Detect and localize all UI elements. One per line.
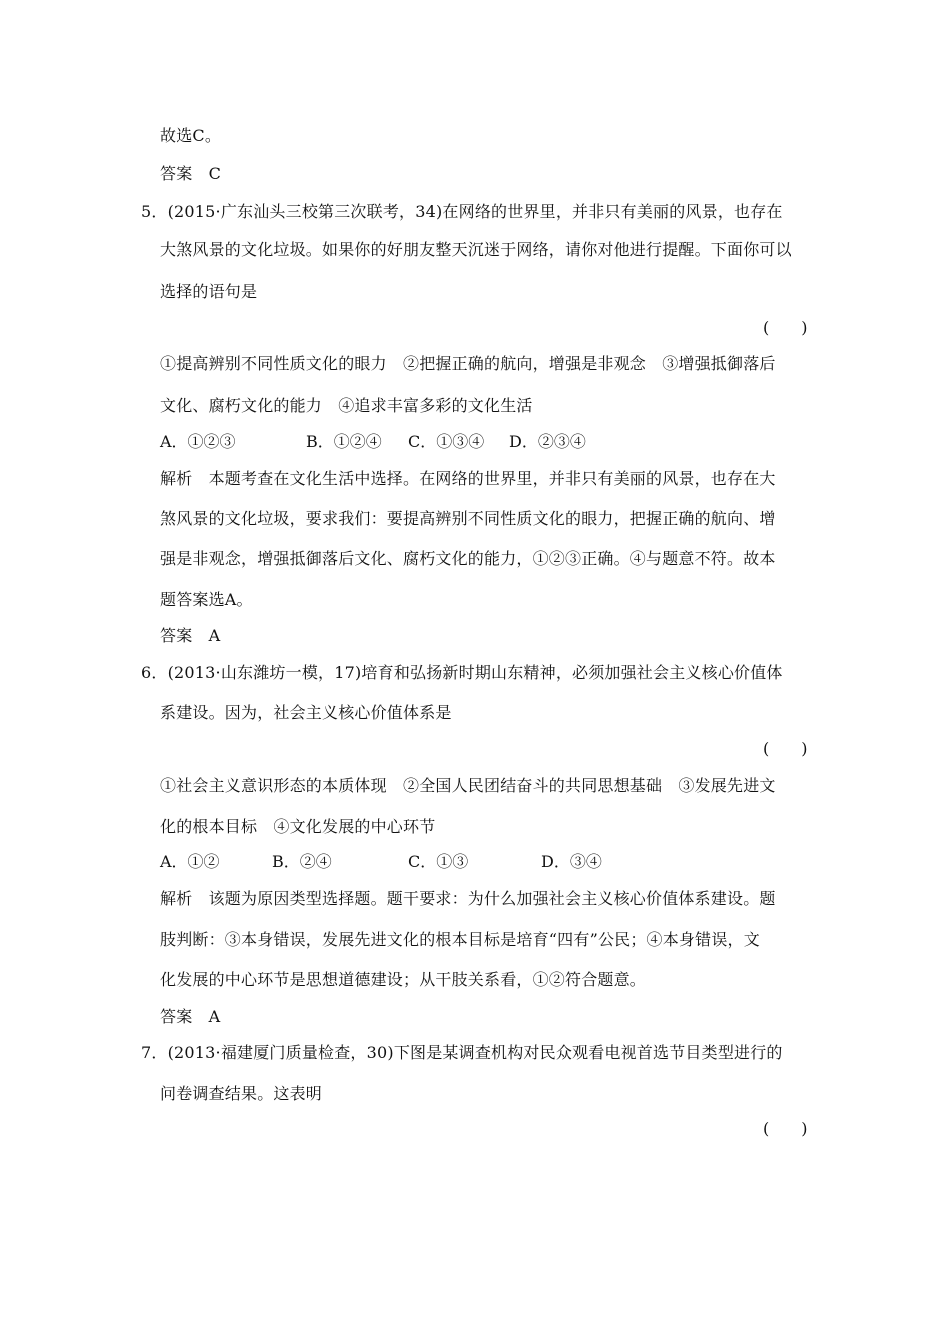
q6-answer-blank: ( ) — [763, 739, 808, 758]
q6-option-b: B．②④ — [272, 852, 332, 871]
q5-stem-line2: 大煞风景的文化垃圾。如果你的好朋友整天沉迷于网络，请你对他进行提醒。下面你可以 — [160, 240, 792, 259]
q6-option-a: A．①② — [160, 852, 220, 871]
q7-answer-blank: ( ) — [763, 1119, 808, 1138]
q5-analysis-line3: 强是非观念，增强抵御落后文化、腐朽文化的能力，①②③正确。④与题意不符。故本 — [160, 549, 776, 568]
q6-option-d: D．③④ — [541, 852, 602, 871]
q5-analysis-line2: 煞风景的文化垃圾，要求我们：要提高辨别不同性质文化的眼力，把握正确的航向、增 — [160, 509, 776, 528]
q6-analysis-line3: 化发展的中心环节是思想道德建设；从干肢关系看，①②符合题意。 — [160, 970, 647, 989]
previous-answer: 答案 C — [160, 164, 222, 183]
q5-option-c: C．①③④ — [408, 432, 485, 451]
q6-answer: 答案 A — [160, 1007, 221, 1026]
q6-items-line1: ①社会主义意识形态的本质体现 ②全国人民团结奋斗的共同思想基础 ③发展先进文 — [160, 776, 776, 795]
q7-stem-line2: 问卷调查结果。这表明 — [160, 1084, 323, 1103]
q5-stem-line3: 选择的语句是 — [160, 282, 258, 301]
previous-conclusion: 故选C。 — [160, 126, 222, 145]
q5-analysis-line1: 解析 本题考查在文化生活中选择。在网络的世界里，并非只有美丽的风景，也存在大 — [160, 469, 776, 488]
q6-stem-line2: 系建设。因为，社会主义核心价值体系是 — [160, 703, 452, 722]
q7-stem-line1: 7．(2013·福建厦门质量检查，30)下图是某调查机构对民众观看电视首选节目类型进行的 — [141, 1043, 783, 1062]
q6-analysis-line2: 肢判断：③本身错误，发展先进文化的根本目标是培育“四有”公民；④本身错误，文 — [160, 930, 760, 949]
q5-answer-blank: ( ) — [763, 318, 808, 337]
q5-stem-line1: 5．(2015·广东汕头三校第三次联考，34)在网络的世界里，并非只有美丽的风景，也存在 — [141, 202, 783, 221]
q6-analysis-line1: 解析 该题为原因类型选择题。题干要求：为什么加强社会主义核心价值体系建设。题 — [160, 889, 776, 908]
q5-items-line2: 文化、腐朽文化的能力 ④追求丰富多彩的文化生活 — [160, 396, 533, 415]
q6-option-c: C．①③ — [408, 852, 469, 871]
q6-items-line2: 化的根本目标 ④文化发展的中心环节 — [160, 817, 436, 836]
q5-option-d: D．②③④ — [509, 432, 586, 451]
q5-option-b: B．①②④ — [306, 432, 382, 451]
q5-analysis-line4: 题答案选A。 — [160, 590, 253, 609]
q6-stem-line1: 6．(2013·山东潍坊一模，17)培育和弘扬新时期山东精神，必须加强社会主义核心价值体 — [141, 663, 783, 682]
q5-option-a: A．①②③ — [160, 432, 236, 451]
q5-items-line1: ①提高辨别不同性质文化的眼力 ②把握正确的航向，增强是非观念 ③增强抵御落后 — [160, 354, 776, 373]
q5-answer: 答案 A — [160, 626, 221, 645]
